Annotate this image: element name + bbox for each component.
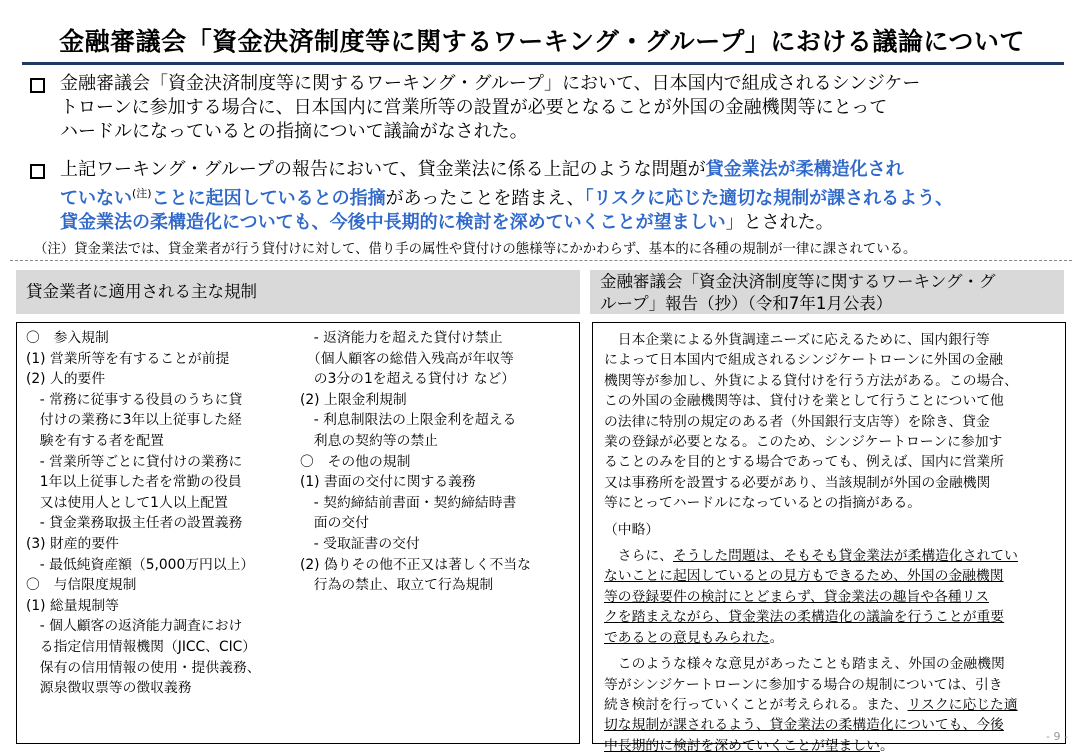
report-line: 等にとってハードルになっているとの指摘がある。 (604, 495, 922, 512)
emphasis-text: ことに起因しているとの指摘 (151, 188, 386, 209)
list-item: (2) 人的要件 (26, 371, 106, 388)
underlined-text: クを踏まえながら、貸金業法の柔構造化の議論を行うことが重要 (604, 609, 1005, 626)
title-underline (22, 62, 1064, 65)
list-item: 源泉徴収票等の徴収義務 (26, 680, 192, 697)
list-item: - 利息制限法の上限金利を超える (300, 412, 517, 429)
page-number: - 9 - (1046, 730, 1068, 743)
underlined-text: リスクに応じた適 (907, 696, 1018, 713)
report-line: 日本企業による外貨調達ニーズに応えるために、国内銀行等 (604, 332, 990, 348)
report-line: であるとの意見もみられた。 (604, 629, 784, 646)
bullet-1-line: トローンに参加する場合に、日本国内に営業所等の設置が必要となることが外国の金融機関等にとって (60, 97, 888, 118)
report-line: このような様々な意見があったことも踏まえ、外国の金融機関 (604, 656, 1005, 673)
list-item: (1) 書面の交付に関する義務 (300, 474, 476, 491)
report-line: この外国の金融機関等は、貸付けを業として行うことについて他 (604, 393, 1004, 410)
emphasis-text: 貸金業法の柔構造化についても、今後中長期的に検討を深めていくことが望ましい (60, 212, 726, 233)
bullet-2 (30, 158, 1050, 235)
list-item: 〇 その他の規制 (300, 453, 411, 470)
page-title: 金融審議会「資金決済制度等に関するワーキング・グループ」における議論について (59, 27, 1025, 56)
omission-marker: （中略） (604, 521, 660, 538)
list-item: - 最低純資産額（5,000万円以上） (26, 556, 255, 573)
list-item: 保有の信用情報の使用・提供義務、 (26, 659, 261, 676)
list-item: 面の交付 (300, 515, 369, 532)
bullet-1-line: ハードルになっているとの指摘について議論がなされた。 (60, 121, 528, 142)
list-item: （個人顧客の総借入残高が年収等 (300, 350, 514, 367)
list-item: 〇 参入規制 (26, 330, 109, 346)
right-header-text: 金融審議会「資金決済制度等に関するワーキング・グ ループ」報告（抄）（令和7年1月公表） (600, 272, 996, 313)
left-section-header (16, 270, 580, 314)
list-item: 1年以上従事した者を常勤の役員 (26, 474, 242, 491)
list-item: (3) 財産的要件 (26, 535, 119, 552)
underlined-text: 中長期的に検討を深めていくことが望ましい (604, 737, 880, 754)
list-item: 験を有する者を配置 (26, 432, 164, 449)
list-item: の3分の1を超える貸付け など） (300, 371, 516, 388)
bullet-2-line-3: 貸金業法の柔構造化についても、今後中長期的に検討を深めていくことが望ましい」とされた。 (60, 212, 834, 233)
report-line: さらに、そうした問題は、そもそも貸金業法が柔構造化されてい (604, 548, 1018, 565)
list-item: (1) 総量規制等 (26, 597, 119, 614)
report-excerpt-text (604, 330, 1056, 756)
list-item: (1) 営業所等を有することが前提 (26, 350, 230, 367)
bullet-2-line-1: 上記ワーキング・グループの報告において、貸金業法に係る上記のような問題が貸金業法が柔構造化され (60, 159, 904, 180)
bullet-2-line-2: ていない$^{(注)}$ことに起因しているとの指摘があったことを踏まえ、「リスクに応じた適切な規制が課されるよう、 (60, 187, 954, 209)
list-item: - 契約締結前書面・契約締結時書 (300, 494, 517, 511)
left-header-text: 貸金業者に適用される主な規制 (26, 282, 257, 301)
report-line: 又は事務所を設置する必要があり、当該規制が外国の金融機関 (604, 474, 991, 491)
regulations-column-1 (26, 328, 261, 699)
footnote: （注）貸金業法では、貸金業者が行う貸付けに対して、借り手の属性や貸付けの態様等にかかわらず、基本的に各種の規制が一律に課されている。 (34, 242, 917, 257)
list-item: - 返済能力を超えた貸付け禁止 (300, 330, 503, 346)
underlined-text: 切な規制が課されるよう、貸金業法の柔構造化についても、今後 (604, 717, 1004, 734)
list-item: - 受取証書の交付 (300, 535, 420, 552)
underlined-text: であるとの意見もみられた (604, 629, 770, 646)
underlined-text: そうした問題は、そもそも貸金業法が柔構造化されてい (672, 548, 1018, 565)
dashed-divider (10, 260, 1072, 261)
footnote-marker: (注) (132, 187, 152, 200)
list-item: 〇 与信限度規制 (26, 577, 137, 594)
right-section-header (590, 270, 1064, 314)
emphasis-text: 貸金業法が柔構造化され (705, 159, 904, 180)
report-line: ることのみを目的とする場合であっても、例えば、国内に営業所 (604, 454, 1004, 471)
list-item: る指定信用情報機関（JICC、CIC） (26, 638, 257, 655)
list-item: 行為の禁止、取立て行為規制 (300, 577, 494, 594)
square-bullet-icon (30, 78, 45, 93)
list-item: 付けの業務に3年以上従事した経 (26, 412, 242, 429)
underlined-text: 等の登録要件の検討にとどまらず、貸金業法の趣旨や各種リス (604, 588, 989, 605)
report-line: 機関等が参加し、外貨による貸付けを行う方法がある。この場合、 (604, 372, 1018, 389)
bullet-1-line: 金融審議会「資金決済制度等に関するワーキング・グループ」において、日本国内で組成されるシンジケー (60, 73, 921, 94)
report-line: によって日本国内で組成されるシンジケートローンに外国の金融 (604, 352, 1003, 369)
emphasis-text: ていない (60, 188, 132, 209)
emphasis-text: 「リスクに応じた適切な規制が課されるよう、 (584, 188, 954, 209)
square-bullet-icon (30, 164, 45, 179)
report-line: の法律に特別の規定のある者（外国銀行支店等）を除き、貸金 (604, 413, 990, 430)
list-item: 又は使用人として1人以上配置 (26, 494, 228, 511)
report-line: 中長期的に検討を深めていくことが望ましい。 (604, 737, 894, 754)
underlined-text: ないことに起因しているとの見方もできるため、外国の金融機関 (604, 568, 1004, 585)
list-item: - 常務に従事する役員のうちに貸 (26, 391, 243, 408)
list-item: - 営業所等ごとに貸付けの業務に (26, 453, 243, 470)
list-item: 利息の契約等の禁止 (300, 432, 438, 449)
report-line: 等がシンジケートローンに参加する場合の規制については、引き (604, 676, 1003, 693)
bullet-1 (30, 72, 1050, 144)
list-item: - 貸金業務取扱主任者の設置義務 (26, 515, 243, 532)
regulations-column-2 (300, 328, 531, 596)
list-item: (2) 偽りその他不正又は著しく不当な (300, 556, 531, 573)
report-line: 業の登録が必要となる。このため、シンジケートローンに参加す (604, 434, 1003, 451)
list-item: - 個人顧客の返済能力調査におけ (26, 618, 243, 635)
report-line: 続き検討を行っていくことが考えられる。また、リスクに応じた適 (604, 696, 1018, 713)
list-item: (2) 上限金利規制 (300, 391, 407, 408)
